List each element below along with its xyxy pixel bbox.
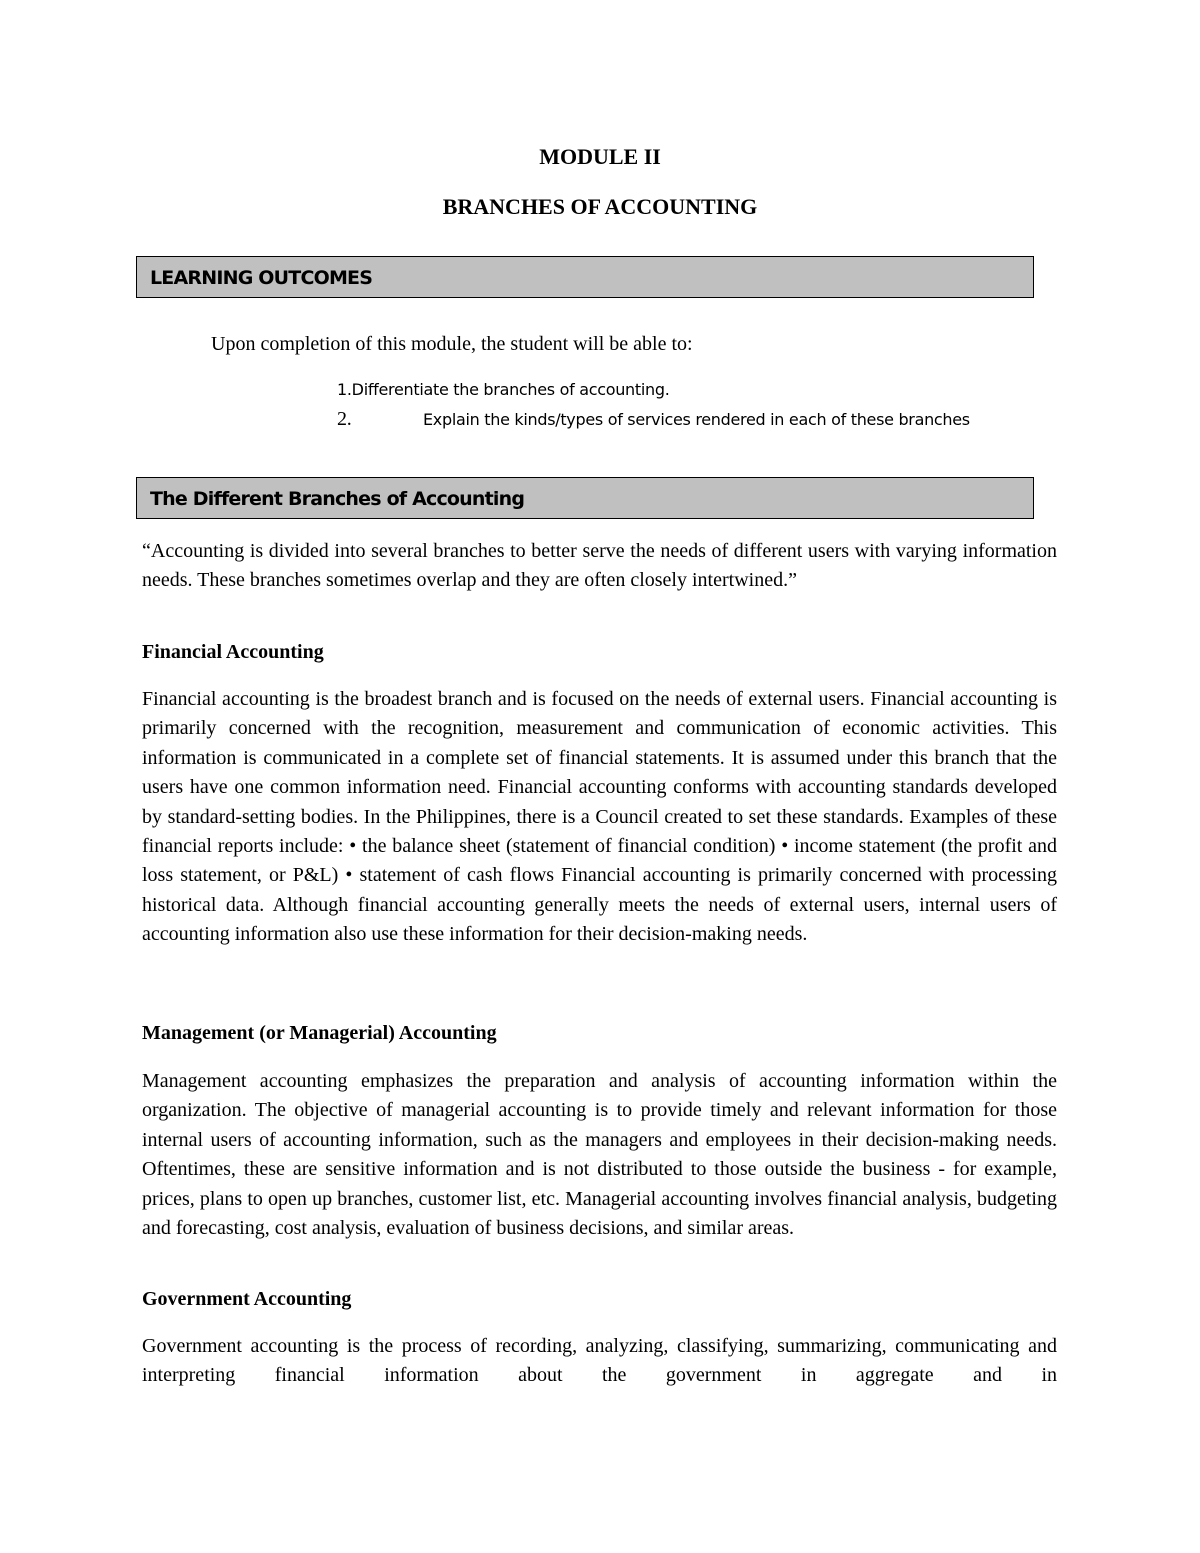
management-accounting-heading: Management (or Managerial) Accounting	[142, 1022, 497, 1044]
branches-section-header: The Different Branches of Accounting	[136, 477, 1034, 519]
government-accounting-heading: Government Accounting	[142, 1288, 352, 1310]
outcome-item-2	[337, 408, 970, 431]
financial-accounting-body: Financial accounting is the broadest branch and is focused on the needs of external users. Financial accounting is primarily concerned with the recognition, measurement and communication of economic activities. This information is communicated in a complete set of financial statements. It is assumed under this branch that the users have one common information need. Financial accounting conforms with accounting standards developed by standard-setting bodies. In the Philippines, there is a Council created to set these standards. Examples of these financial reports include: • the balance sheet (statement of financial condition) • income statement (the profit and loss statement, or P&L) • statement of cash flows Financial accounting is primarily concerned with processing historical data. Although financial accounting generally meets the needs of external users, internal users of accounting information also use these information for their decision-making needs.	[142, 688, 1057, 946]
management-accounting-body: Management accounting emphasizes the preparation and analysis of accounting information within the organization. The objective of managerial accounting is to provide timely and relevant information for those internal users of accounting information, such as the managers and employees in their decision-making needs. Oftentimes, these are sensitive information and is not distributed to those outside the business - for example, prices, plans to open up branches, customer list, etc. Managerial accounting involves financial analysis, budgeting and forecasting, cost analysis, evaluation of business decisions, and similar areas.	[142, 1070, 1057, 1240]
outcome-item-1	[337, 380, 670, 399]
learning-outcomes-header: LEARNING OUTCOMES	[136, 256, 1034, 298]
branches-quote: “Accounting is divided into several branches to better serve the needs of different users with varying information needs. These branches sometimes overlap and they are often closely intertwined.”	[142, 540, 1057, 592]
government-accounting-body: Government accounting is the process of recording, analyzing, classifying, summarizing, communicating and interpreting financial information about the government in aggregate and in	[142, 1335, 1057, 1387]
learning-outcomes-intro: Upon completion of this module, the student will be able to:	[211, 333, 693, 355]
financial-accounting-heading: Financial Accounting	[142, 641, 324, 663]
module-subtitle: BRANCHES OF ACCOUNTING	[442, 194, 758, 219]
outcome-number-1: 1.	[337, 380, 352, 399]
module-title: MODULE II	[539, 144, 661, 169]
outcome-text-2: Explain the kinds/types of services rendered in each of these branches	[423, 410, 970, 429]
outcome-text-1: Differentiate the branches of accounting.	[351, 380, 670, 399]
outcome-number-2: 2.	[337, 408, 352, 430]
